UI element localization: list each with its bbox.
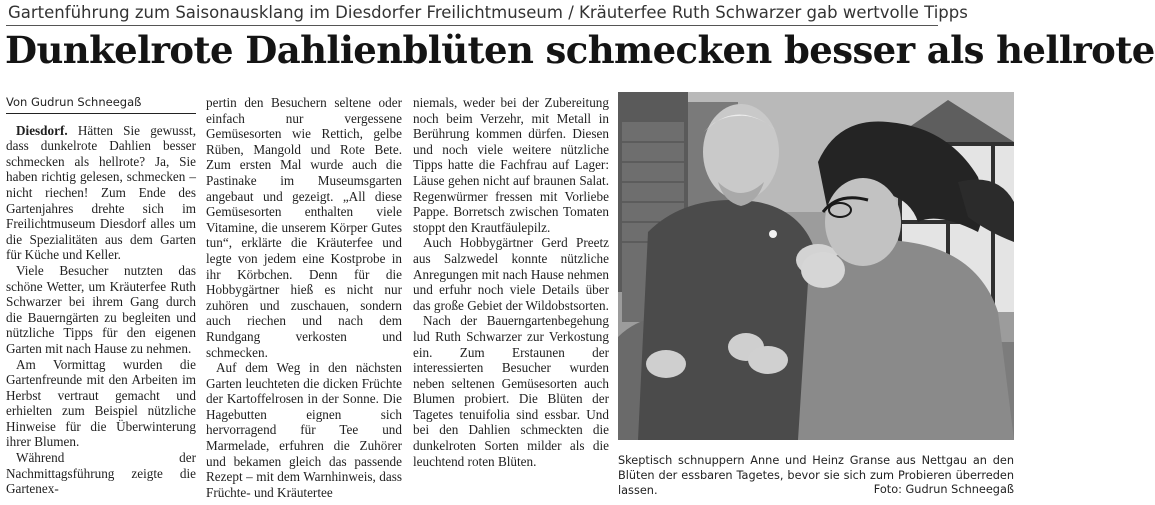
- photo-credit: Foto: Gudrun Schneegaß: [873, 483, 1014, 496]
- article-column-1: [6, 95, 196, 497]
- article-paragraph: Diesdorf. Hätten Sie gewusst, dass dunkelrote Dahlien besser schmecken als hellrote? Ja, Sie haben richtig gelesen, schmecken – nicht riechen! Zum Ende des Gartenjahres drehte sich im Freilichtmuseum Diesdorf alles um die Spezialitäten aus dem Garten für Küche und Keller.: [6, 122, 197, 263]
- byline: Von Gudrun Schneegaß: [6, 95, 196, 114]
- article-column-2: [206, 95, 402, 500]
- article-paragraph: Nach der Bauerngartenbegehung lud Ruth Schwarzer zur Verkostung ein. Zum Erstaunen der interessierten Besucher wurden neben seltenen Gemüsesorten auch Blumen probiert. Die Blüten der Tagetes tenuifolia sind essbar. Und bei den Dahlien schmeckten die dunkelroten Sorten milder als die leuchtend roten Blüten.: [413, 313, 609, 469]
- article-paragraph: Auch Hobbygärtner Gerd Preetz aus Salzwedel konnte nützliche Anregungen mit nach Hause nehmen und erfuhr noch viele Details über das große Gebiet der Wildobstsorten.: [413, 235, 609, 313]
- article-column-3: [413, 95, 609, 469]
- article-paragraph: Während der Nachmittagsführung zeigte die Gartenex-: [6, 450, 196, 497]
- headline: Dunkelrote Dahlienblüten schmecken besser als hellrote: [5, 28, 1155, 72]
- kicker-line: Gartenführung zum Saisonausklang im Diesdorfer Freilichtmuseum / Kräuterfee Ruth Schwarzer gab wertvolle Tipps: [8, 3, 968, 22]
- photo-caption: Skeptisch schnuppern Anne und Heinz Granse aus Nettgau an den Blüten der essbaren Tagetes, bevor sie sich zum Probieren überreden lassen.: [618, 454, 1014, 497]
- article-paragraph: pertin den Besuchern seltene oder einfach nur vergessene Gemüsesorten wie Rettich, gelbe Rüben, Mangold und Rote Bete. Zum ersten Mal wurde auch die Pastinake im Museumsgarten angebaut und gezeigt. „All diese Gemüsesorten enthalten viele Vitamine, die unserem Körper Gutes tun“, erklärte die Kräuterfee und legte von jedem eine Kostprobe in ihr Körbchen. Denn für die Hobbygärtner hieß es nicht nur zuhören und zuschauen, sondern auch riechen und nach dem Rundgang verkosten und schmecken.: [206, 95, 402, 360]
- article-paragraph: Viele Besucher nutzten das schöne Wetter, um Kräuterfee Ruth Schwarzer bei ihrem Gang durch die Bauerngärten zu begleiten und nützliche Tipps für den eigenen Garten mit nach Hause zu nehmen.: [6, 262, 196, 356]
- kicker-rule: [6, 25, 938, 26]
- dateline: Diesdorf.: [16, 122, 68, 138]
- news-photo: [618, 92, 1014, 440]
- article-paragraph: Am Vormittag wurden die Gartenfreunde mit den Arbeiten im Herbst vertraut gemacht und erhielten zum Beispiel nützliche Hinweise für die Überwinterung ihrer Blumen.: [6, 356, 196, 450]
- article-paragraph: niemals, weder bei der Zubereitung noch beim Verzehr, mit Metall in Berührung kommen dürfen. Diesen und noch viele weitere nützliche Tipps hatte die Fachfrau auf Lager: Läuse gehen nicht auf braunen Salat. Regenwürmer fressen mit Vorliebe Pappe. Borretsch zwischen Tomaten stoppt den Krautfäulepilz.: [413, 95, 609, 235]
- article-paragraph: Auf dem Weg in den nächsten Garten leuchteten die dicken Früchte der Kartoffelrosen in der Sonne. Die Hagebutten eignen sich hervorragend für Tee und Marmelade, erfuhren die Zuhörer und bekamen gleich das passende Rezept – mit dem Warnhinweis, dass Früchte- und Kräutertee: [206, 360, 402, 500]
